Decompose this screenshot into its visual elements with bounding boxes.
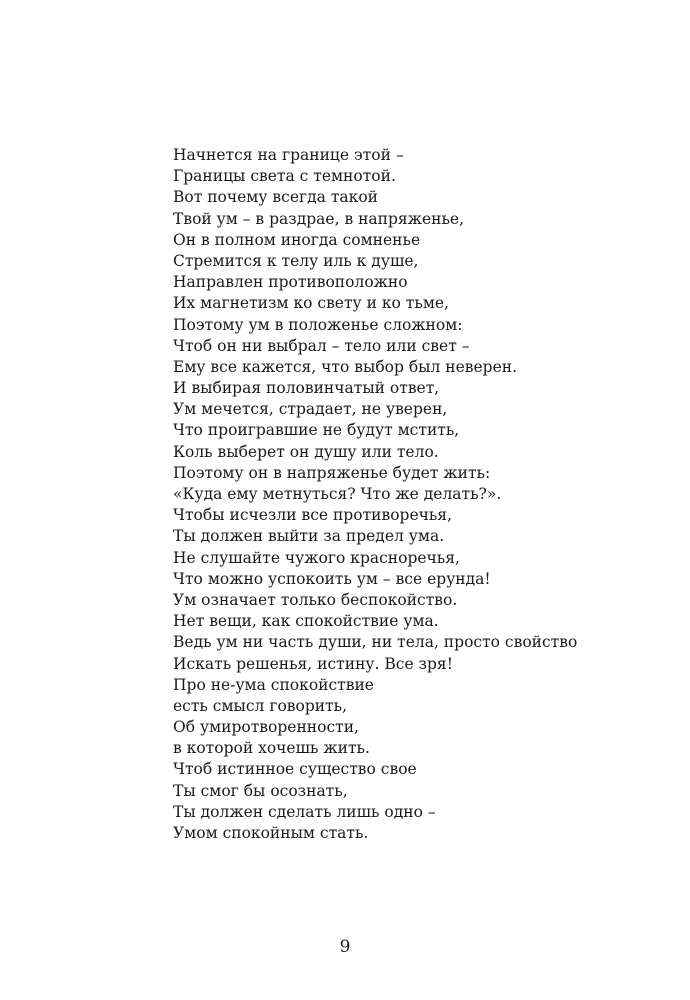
page-number: 9 [339, 937, 351, 957]
poem-line: Что можно успокоить ум – все ерунда! [173, 569, 491, 588]
poem-line: Поэтому ум в положенье сложном: [173, 315, 463, 334]
poem-line: Начнется на границе этой – [173, 146, 404, 164]
poem-line: Ум мечется, страдает, не уверен, [173, 400, 448, 419]
poem-line: есть смысл говорить, [173, 696, 348, 715]
poem-line: Что проигравшие не будут мстить, [173, 421, 460, 440]
poem-line: Границы света с темнотой. [173, 167, 396, 186]
poem-line: Твой ум – в раздрае, в напряженье, [173, 209, 464, 228]
poem-line: Поэтому он в напряженье будет жить: [173, 463, 491, 482]
poem-line: Он в полном иногда сомненье [173, 230, 421, 249]
poem-line: Искать решенья, истину. Все зря! [173, 654, 453, 673]
poem-line: Ум означает только беспокойство. [173, 590, 458, 609]
poem-line: Их магнетизм ко свету и ко тьме, [173, 294, 449, 313]
poem-line: И выбирая половинчатый ответ, [173, 379, 440, 398]
poem-line: Про не-ума спокойствие [173, 675, 374, 694]
poem-line: Стремится к телу иль к душе, [173, 251, 419, 270]
poem-line: Ты должен выйти за предел ума. [173, 527, 445, 546]
poem-line: Ему все кажется, что выбор был неверен. [173, 357, 518, 376]
poem-line: Нет вещи, как спокойствие ума. [173, 612, 439, 631]
poem-line: Чтоб он ни выбрал – тело или свет – [173, 336, 470, 355]
poem-line: Об умиротворенности, [173, 718, 359, 737]
poem-line: Ты смог бы осознать, [173, 781, 348, 800]
poem-line: Умом спокойным стать. [173, 824, 369, 842]
poem-text [173, 145, 653, 844]
poem-line: Чтоб истинное существо свое [173, 760, 417, 779]
poem-line: Направлен противоположно [173, 273, 408, 292]
poem-line: Коль выберет он душу или тело. [173, 442, 439, 461]
poem-line: «Куда ему метнуться? Что же делать?». [173, 485, 502, 503]
poem-line: Чтобы исчезли все противоречья, [173, 506, 453, 525]
poem-line: Ты должен сделать лишь одно – [173, 802, 436, 821]
poem-line: в которой хочешь жить. [173, 739, 370, 758]
poem-line: Ведь ум ни часть души, ни тела, просто свойство [173, 633, 578, 652]
poem-line: Вот почему всегда такой [173, 188, 378, 207]
poem-line: Не слушайте чужого красноречья, [173, 548, 460, 567]
